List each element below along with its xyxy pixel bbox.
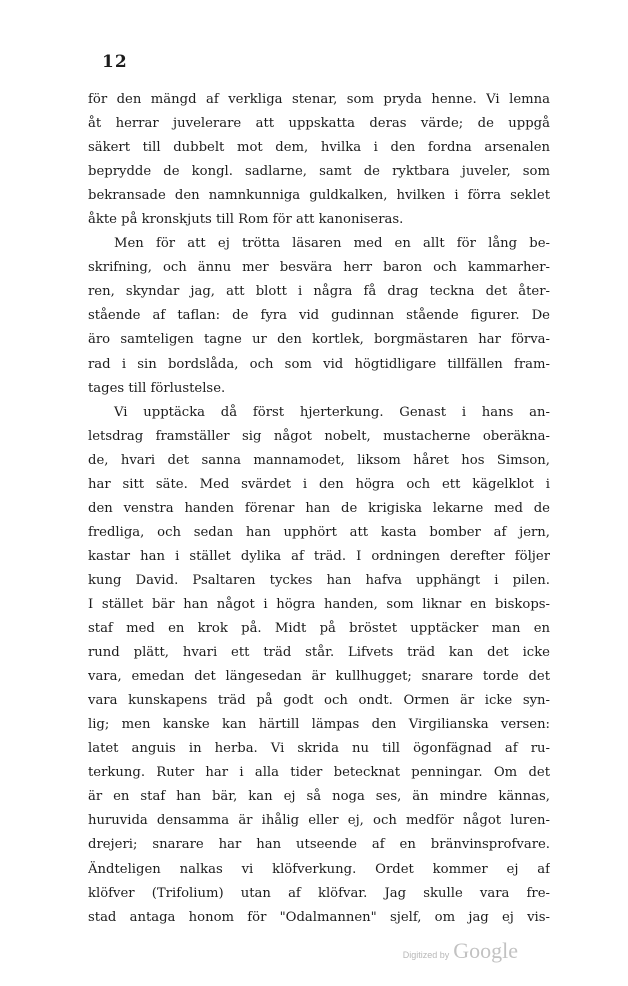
- text-line: skrifning, och ännu mer besvära herr baron och kammarher-: [88, 260, 550, 276]
- digitized-label: Digitized by: [402, 950, 450, 960]
- text-line: den venstra handen förenar han de krigiska lekarne med de: [88, 500, 550, 516]
- text-line: åt herrar juvelerare att uppskatta deras värde; de uppgå: [88, 116, 550, 132]
- text-line: stående af taflan: de fyra vid gudinnan stående figurer. De: [88, 308, 550, 324]
- text-line: letsdrag framställer sig något nobelt, mustacherne oberäkna-: [88, 428, 550, 444]
- text-line: tages till förlustelse.: [88, 380, 226, 396]
- text-line: kastar han i stället dylika af träd. I ordningen derefter följer: [88, 548, 550, 564]
- text-line: bekransade den namnkunniga guldkalken, hvilken i förra seklet: [88, 188, 550, 204]
- text-line: äro samteligen tagne ur den kortlek, borgmästaren har förva-: [88, 332, 550, 348]
- text-line: säkert till dubbelt mot dem, hvilka i den fordna arsenalen: [88, 140, 550, 156]
- text-line: ren, skyndar jag, att blott i några få drag teckna det åter-: [88, 284, 550, 300]
- paragraph-2: [88, 232, 550, 400]
- text-line: åkte på kronskjuts till Rom för att kanoniseras.: [88, 212, 404, 228]
- text-line: Ändteligen nalkas vi klöfverkung. Ordet kommer ej af: [88, 861, 550, 877]
- text-line: lig; men kanske kan härtill lämpas den Virgilianska versen:: [88, 717, 550, 733]
- google-logo: Google: [453, 938, 518, 963]
- text-line: I stället bär han något i högra handen, som liknar en biskops-: [88, 596, 550, 612]
- text-line: rad i sin bordslåda, och som vid högtidligare tillfällen fram-: [88, 356, 550, 372]
- text-line: Vi upptäcka då först hjerterkung. Genast i hans an-: [114, 404, 550, 420]
- text-line: Men för att ej trötta läsaren med en allt för lång be-: [114, 236, 550, 252]
- text-line: vara kunskapens träd på godt och ondt. Ormen är icke syn-: [88, 693, 550, 709]
- text-line: vara, emedan det längesedan är kullhugget; snarare torde det: [88, 669, 550, 685]
- text-line: fredliga, och sedan han upphört att kasta bomber af jern,: [88, 524, 550, 540]
- page-number: 12: [102, 52, 128, 72]
- paragraph-3: [88, 401, 550, 930]
- text-line: staf med en krok på. Midt på bröstet upptäcker man en: [88, 621, 550, 637]
- text-line: rund plätt, hvari ett träd står. Lifvets träd kan det icke: [88, 645, 550, 661]
- text-line: beprydde de kongl. sadlarne, samt de ryktbara juveler, som: [88, 164, 550, 180]
- text-line: terkung. Ruter har i alla tider betecknat penningar. Om det: [88, 765, 550, 781]
- text-line: de, hvari det sanna mannamodet, liksom håret hos Simson,: [88, 452, 550, 468]
- paragraph-1: [88, 88, 550, 232]
- body-text: [88, 88, 550, 930]
- text-line: är en staf han bär, kan ej så noga ses, än mindre kännas,: [88, 789, 550, 805]
- text-line: huruvida densamma är ihålig eller ej, och medför något luren-: [88, 813, 550, 829]
- text-line: stad antaga honom för "Odalmannen" sjelf, om jag ej vis-: [88, 909, 550, 925]
- digitized-watermark: [403, 938, 518, 964]
- text-line: drejeri; snarare har han utseende af en bränvinsprofvare.: [88, 837, 550, 853]
- text-line: klöfver (Trifolium) utan af klöfvar. Jag skulle vara fre-: [88, 885, 550, 901]
- text-line: har sitt säte. Med svärdet i den högra och ett kägelklot i: [88, 476, 550, 492]
- text-line: kung David. Psaltaren tyckes han hafva upphängt i pilen.: [88, 572, 550, 588]
- text-line: latet anguis in herba. Vi skrida nu till ögonfägnad af ru-: [88, 741, 550, 757]
- text-line: för den mängd af verkliga stenar, som pryda henne. Vi lemna: [88, 92, 550, 107]
